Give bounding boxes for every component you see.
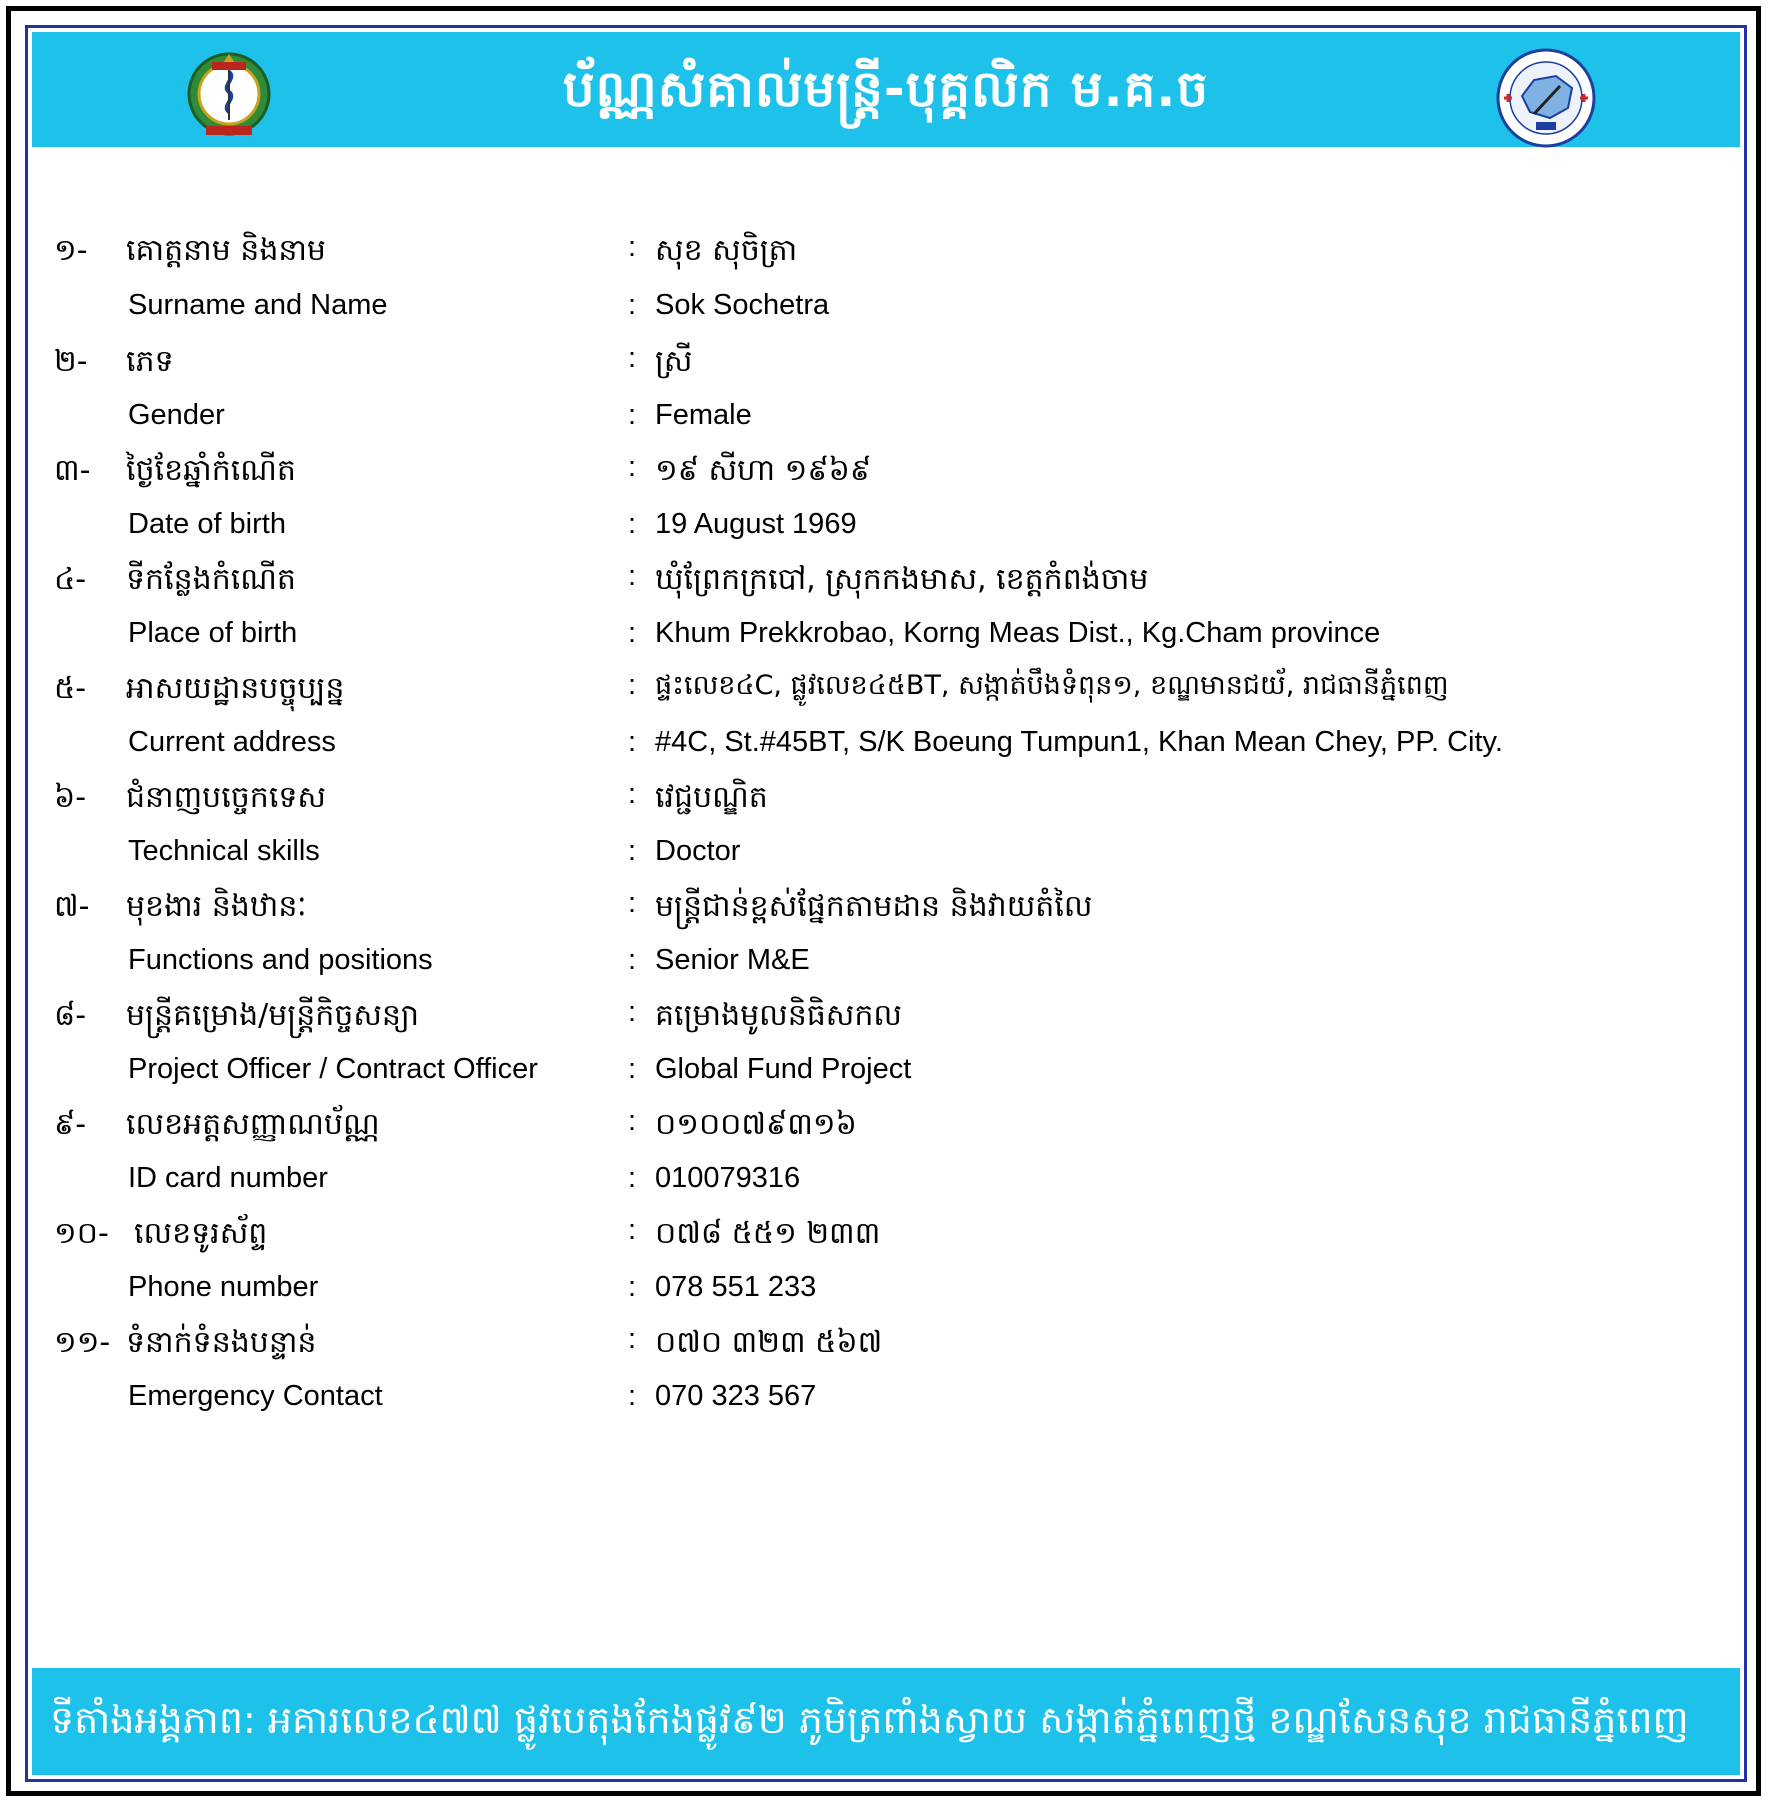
field-value-en: Doctor [655,835,741,867]
field-value-km: សុខ សុចិត្រា [655,233,798,268]
colon: : [628,944,637,976]
row-number: ១១- [54,1325,111,1360]
field-value-km: វេជ្ជបណ្ឌិត [655,780,768,815]
row-number: ៧- [54,889,90,924]
colon: : [628,508,637,540]
field-label-km: អាសយដ្ឋានបច្ចុប្បន្ន [126,671,345,706]
row-address-km [28,659,1744,719]
colon: : [628,887,637,919]
colon: : [628,669,637,701]
colon: : [628,342,637,374]
row-name-km [28,221,1744,281]
colon: : [628,399,637,431]
row-pob-en [28,605,1744,665]
row-number: ៦- [54,780,87,815]
row-number: ២- [54,344,88,379]
field-label-en: Place of birth [128,617,298,649]
row-number: ៩- [54,1107,87,1142]
field-label-en: Project Officer / Contract Officer [128,1053,538,1085]
row-phone-km [28,1204,1744,1264]
card-outer-frame [6,6,1761,1796]
field-label-km: មុខងារ និងឋានៈ [126,889,307,924]
row-dob-en [28,496,1744,556]
row-id-en [28,1150,1744,1210]
card-inner-frame [25,25,1747,1782]
colon: : [628,1271,637,1303]
row-position-en [28,932,1744,992]
colon: : [628,289,637,321]
row-address-en [28,714,1744,774]
field-label-en: ID card number [128,1162,328,1194]
field-value-km: ស្រី [655,344,693,379]
field-label-km: លេខទូរស័ព្ទ [134,1216,268,1251]
colon: : [628,1214,637,1246]
header-banner [32,32,1740,147]
colon: : [628,451,637,483]
field-label-en: Current address [128,726,336,758]
field-value-km: មន្រ្តីជាន់ខ្ពស់ផ្នែកតាមដាន និងវាយតំលៃ [655,889,1093,924]
field-label-km: ទំនាក់ទំនងបន្ទាន់ [126,1325,317,1360]
field-label-en: Emergency Contact [128,1380,383,1412]
office-location-text: ទីតាំងអង្គភាព: អគារលេខ៤៧៧ ផ្លូវបេតុងកែងផ្លូវ៩២ ភូមិត្រពាំងស្វាយ សង្កាត់ភ្នំពេញថ្មី ខណ្ឌសែនសុខ រាជធានីភ្នំពេញ [50,1698,1689,1742]
page-title: ប័ណ្ណសំគាល់មន្ត្រី-បុគ្គលិក ម.គ.ច [562,60,1210,118]
field-value-km: ០៧០ ៣២៣ ៥៦៧ [655,1325,883,1360]
field-label-en: Technical skills [128,835,320,867]
field-value-km: ឃុំព្រែកក្របៅ, ស្រុកកងមាស, ខេត្តកំពង់ចាម [655,562,1149,597]
field-label-km: គោត្តនាម និងនាម [126,233,326,268]
field-value-km: គម្រោងមូលនិធិសកល [655,998,902,1033]
colon: : [628,996,637,1028]
field-value-km: ផ្ទះលេខ៤C, ផ្លូវលេខ៤៥BT, សង្កាត់បឹងទំពុន១, ខណ្ឌមានជយ័, រាជធានីភ្នំពេញ [655,670,1449,701]
colon: : [628,1053,637,1085]
colon: : [628,835,637,867]
field-value-km: ០១០០៧៩៣១៦ [655,1107,857,1142]
field-label-km: មន្ត្រីគម្រោង/មន្ត្រីកិច្ចសន្យា [126,998,419,1033]
row-emergency-en [28,1368,1744,1428]
field-value-km: ១៩ សីហា ១៩៦៩ [655,453,872,488]
colon: : [628,1105,637,1137]
field-value-en: 010079316 [655,1162,801,1194]
field-value-en: Senior M&E [655,944,810,976]
row-phone-en [28,1259,1744,1319]
row-skills-km [28,768,1744,828]
field-label-en: Surname and Name [128,289,388,321]
row-number: ៨- [54,998,87,1033]
row-pob-km [28,550,1744,610]
colon: : [628,617,637,649]
field-label-en: Gender [128,399,225,431]
row-id-km [28,1095,1744,1155]
row-number: ៣- [54,453,91,488]
field-label-en: Functions and positions [128,944,433,976]
field-value-en: 070 323 567 [655,1380,817,1412]
field-value-km: ០៧៨ ៥៥១ ២៣៣ [655,1216,881,1251]
row-emergency-km [28,1313,1744,1373]
row-officer-km [28,986,1744,1046]
cnm-circle-logo-icon [1494,46,1598,150]
row-officer-en [28,1041,1744,1101]
row-skills-en [28,823,1744,883]
colon: : [628,778,637,810]
field-value-en: Khum Prekkrobao, Korng Meas Dist., Kg.Cham province [655,617,1381,649]
field-label-km: ថ្ងៃខែឆ្នាំកំណើត [126,453,296,488]
field-value-en: Female [655,399,752,431]
row-name-en [28,277,1744,337]
footer-banner [32,1668,1740,1775]
field-label-km: លេខអត្តសញ្ញាណប័ណ្ណ [126,1107,380,1142]
colon: : [628,560,637,592]
field-label-km: ភេទ [126,344,174,379]
field-value-en: 19 August 1969 [655,508,857,540]
row-number: ១០- [54,1216,109,1251]
field-label-en: Phone number [128,1271,319,1303]
colon: : [628,231,637,263]
row-number: ៤- [54,562,87,597]
row-dob-km [28,441,1744,501]
colon: : [628,1380,637,1412]
colon: : [628,1162,637,1194]
colon: : [628,726,637,758]
field-label-km: ជំនាញបច្ចេកទេស [126,780,326,815]
field-value-en: Global Fund Project [655,1053,912,1085]
row-gender-km [28,332,1744,392]
field-value-en: Sok Sochetra [655,289,830,321]
field-label-km: ទីកន្លែងកំណើត [126,562,296,597]
field-value-en: 078 551 233 [655,1271,817,1303]
row-number: ១- [54,233,88,268]
field-value-en: #4C, St.#45BT, S/K Boeung Tumpun1, Khan Mean Chey, PP. City. [655,726,1503,758]
row-number: ៥- [54,671,87,706]
row-position-km [28,877,1744,937]
row-gender-en [28,387,1744,447]
colon: : [628,1323,637,1355]
field-label-en: Date of birth [128,508,286,540]
